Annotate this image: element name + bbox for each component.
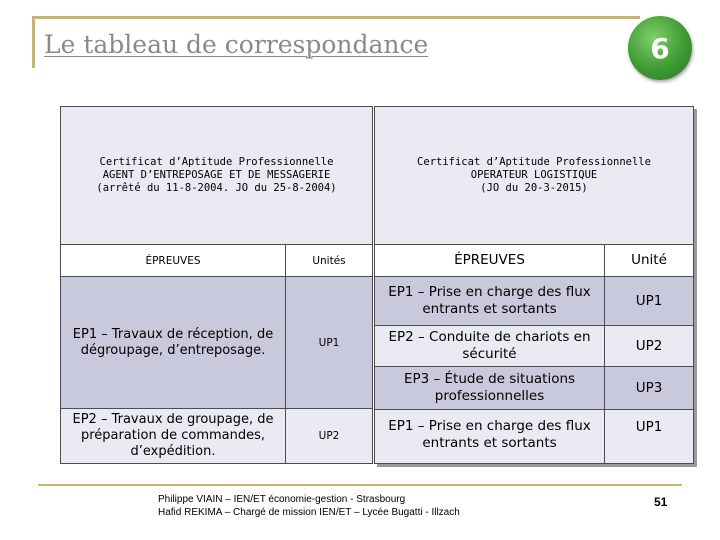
page-number: 51 <box>654 495 668 509</box>
left-col-epreuves: ÉPREUVES <box>61 245 285 276</box>
right-row-epreuve: EP1 – Prise en charge des flux entrants et sortants <box>375 277 604 325</box>
footer-line-2: Hafid REKIMA – Chargé de mission IEN/ET – Lycée Bugatti - Illzach <box>158 507 460 518</box>
left-row-epreuve: EP1 – Travaux de réception, de dégroupage, d’entreposage. <box>61 277 285 408</box>
footer-divider <box>38 484 682 486</box>
slide-number-badge: 6 <box>628 16 692 80</box>
right-row-unite: UP3 <box>605 367 693 409</box>
footer-credits <box>158 493 460 519</box>
right-row-unite: UP1 <box>605 410 693 463</box>
title-frame-top <box>32 16 640 19</box>
left-table <box>60 106 373 464</box>
right-row-epreuve: EP3 – Étude de situations professionnelles <box>375 367 604 409</box>
left-row-epreuve: EP2 – Travaux de groupage, de préparation de commandes, d’expédition. <box>61 409 285 463</box>
right-table-header: Certificat d’Aptitude Professionnelle OPERATEUR LOGISTIQUE (JO du 20-3-2015) <box>375 107 693 244</box>
page-title: Le tableau de correspondance <box>44 30 429 59</box>
right-col-unite: Unité <box>605 245 693 276</box>
footer-line-1: Philippe VIAIN – IEN/ET économie-gestion - Strasbourg <box>158 494 406 505</box>
left-row-unite: UP2 <box>286 409 372 463</box>
right-row-epreuve: EP2 – Conduite de chariots en sécurité <box>375 326 604 366</box>
right-row-epreuve: EP1 – Prise en charge des flux entrants et sortants <box>375 410 604 463</box>
right-row-unite: UP2 <box>605 326 693 366</box>
right-col-epreuves: ÉPREUVES <box>375 245 604 276</box>
left-table-header: Certificat d’Aptitude Professionnelle AGENT D’ENTREPOSAGE ET DE MESSAGERIE (arrêté du 11-8-2004. JO du 25-8-2004) <box>61 107 372 244</box>
left-col-unites: Unités <box>286 245 372 276</box>
title-frame-left <box>32 16 35 68</box>
right-row-unite: UP1 <box>605 277 693 325</box>
left-row-unite: UP1 <box>286 277 372 408</box>
right-table <box>374 106 694 464</box>
